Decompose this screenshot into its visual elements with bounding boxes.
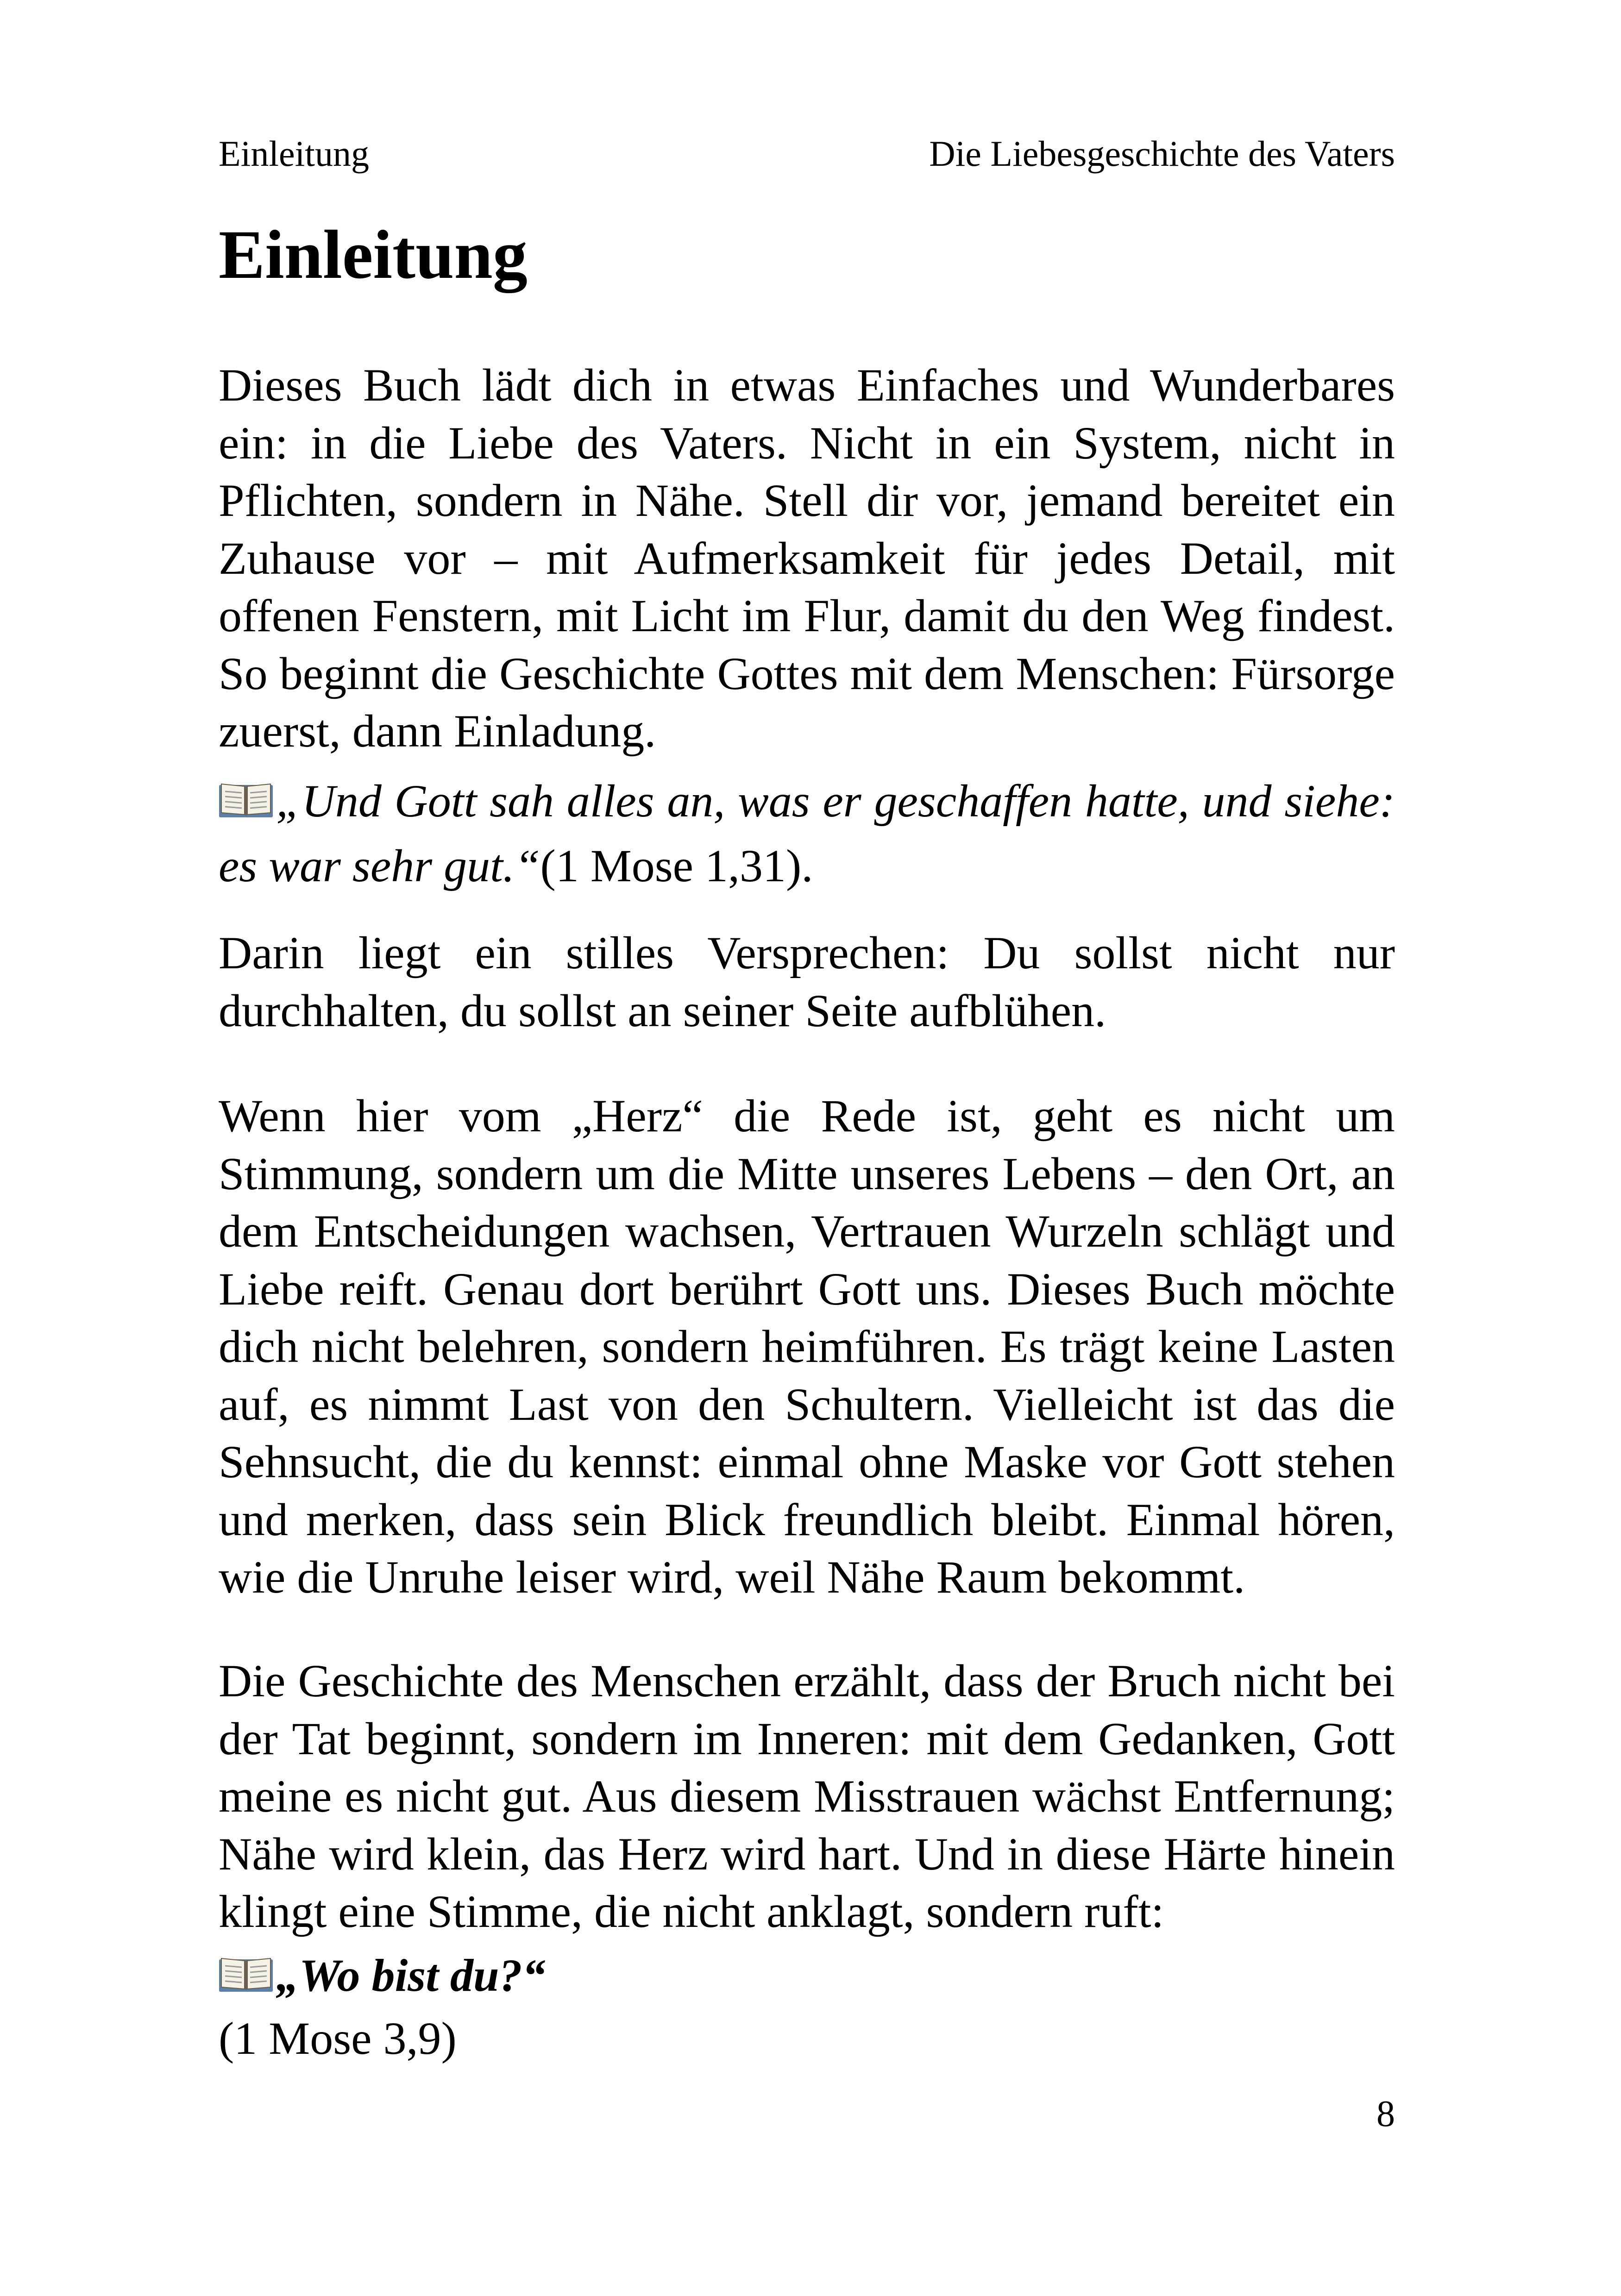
quote-1-reference: (1 Mose 1,31). xyxy=(540,840,813,891)
paragraph-2: Darin liegt ein stilles Versprechen: Du sollst nicht nur durchhalten, du sollst an seiner Seite aufblühen. xyxy=(219,927,1395,1036)
quote-2-text: „Wo bist du?“ xyxy=(276,1950,546,2001)
paragraph-3: Wenn hier vom „Herz“ die Rede ist, geht es nicht um Stimmung, sondern um die Mitte unseres Lebens – den Ort, an dem Entscheidungen wachsen, Vertrauen Wurzeln schlägt und Liebe reift. Genau dort berührt Gott uns. Dieses Buch möchte dich nicht belehren, sondern heimführen. Es trägt keine Lasten auf, es nimmt Last von den Schultern. Vielleicht ist das die Sehnsucht, die du kennst: einmal ohne Maske vor Gott stehen und merken, dass sein Blick freundlich bleibt. Einmal hören, wie die Unruhe leiser wird, weil Nähe Raum bekommt. xyxy=(219,1090,1395,1603)
bible-quote-1 xyxy=(219,769,1395,898)
header-book-title: Die Liebesgeschichte des Vaters xyxy=(929,133,1395,174)
paragraph-4: Die Geschichte des Menschen erzählt, dass der Bruch nicht bei der Tat beginnt, sondern im Inneren: mit dem Gedanken, Gott meine es nicht gut. Aus diesem Misstrauen wächst Entfernung; Nähe wird klein, das Herz wird hart. Und in diese Härte hinein klingt eine Stimme, die nicht anklagt, sondern ruft: xyxy=(219,1655,1395,1937)
quote-2-reference: (1 Mose 3,9) xyxy=(219,2013,457,2064)
bible-quote-2 xyxy=(219,1943,1395,2008)
page-number: 8 xyxy=(1376,2094,1395,2134)
header-chapter: Einleitung xyxy=(219,133,369,174)
open-book-icon xyxy=(219,1957,273,1993)
chapter-title: Einleitung xyxy=(219,216,528,293)
paragraph-1: Dieses Buch lädt dich in etwas Einfaches und Wunderbares ein: in die Liebe des Vaters. Nicht in ein System, nicht in Pflichten, sondern in Nähe. Stell dir vor, jemand bereitet ein Zuhause vor – mit Aufmerksamkeit für jedes Detail, mit offenen Fenstern, mit Licht im Flur, damit du den Weg findest. So beginnt die Geschichte Gottes mit dem Menschen: Fürsorge zuerst, dann Einladung. xyxy=(219,359,1395,757)
open-book-icon xyxy=(219,782,273,818)
quote-1-text: „Und Gott sah alles an, was er geschaffen hatte, und siehe: es war sehr gut.“ xyxy=(219,775,1395,891)
running-header xyxy=(219,131,1395,177)
